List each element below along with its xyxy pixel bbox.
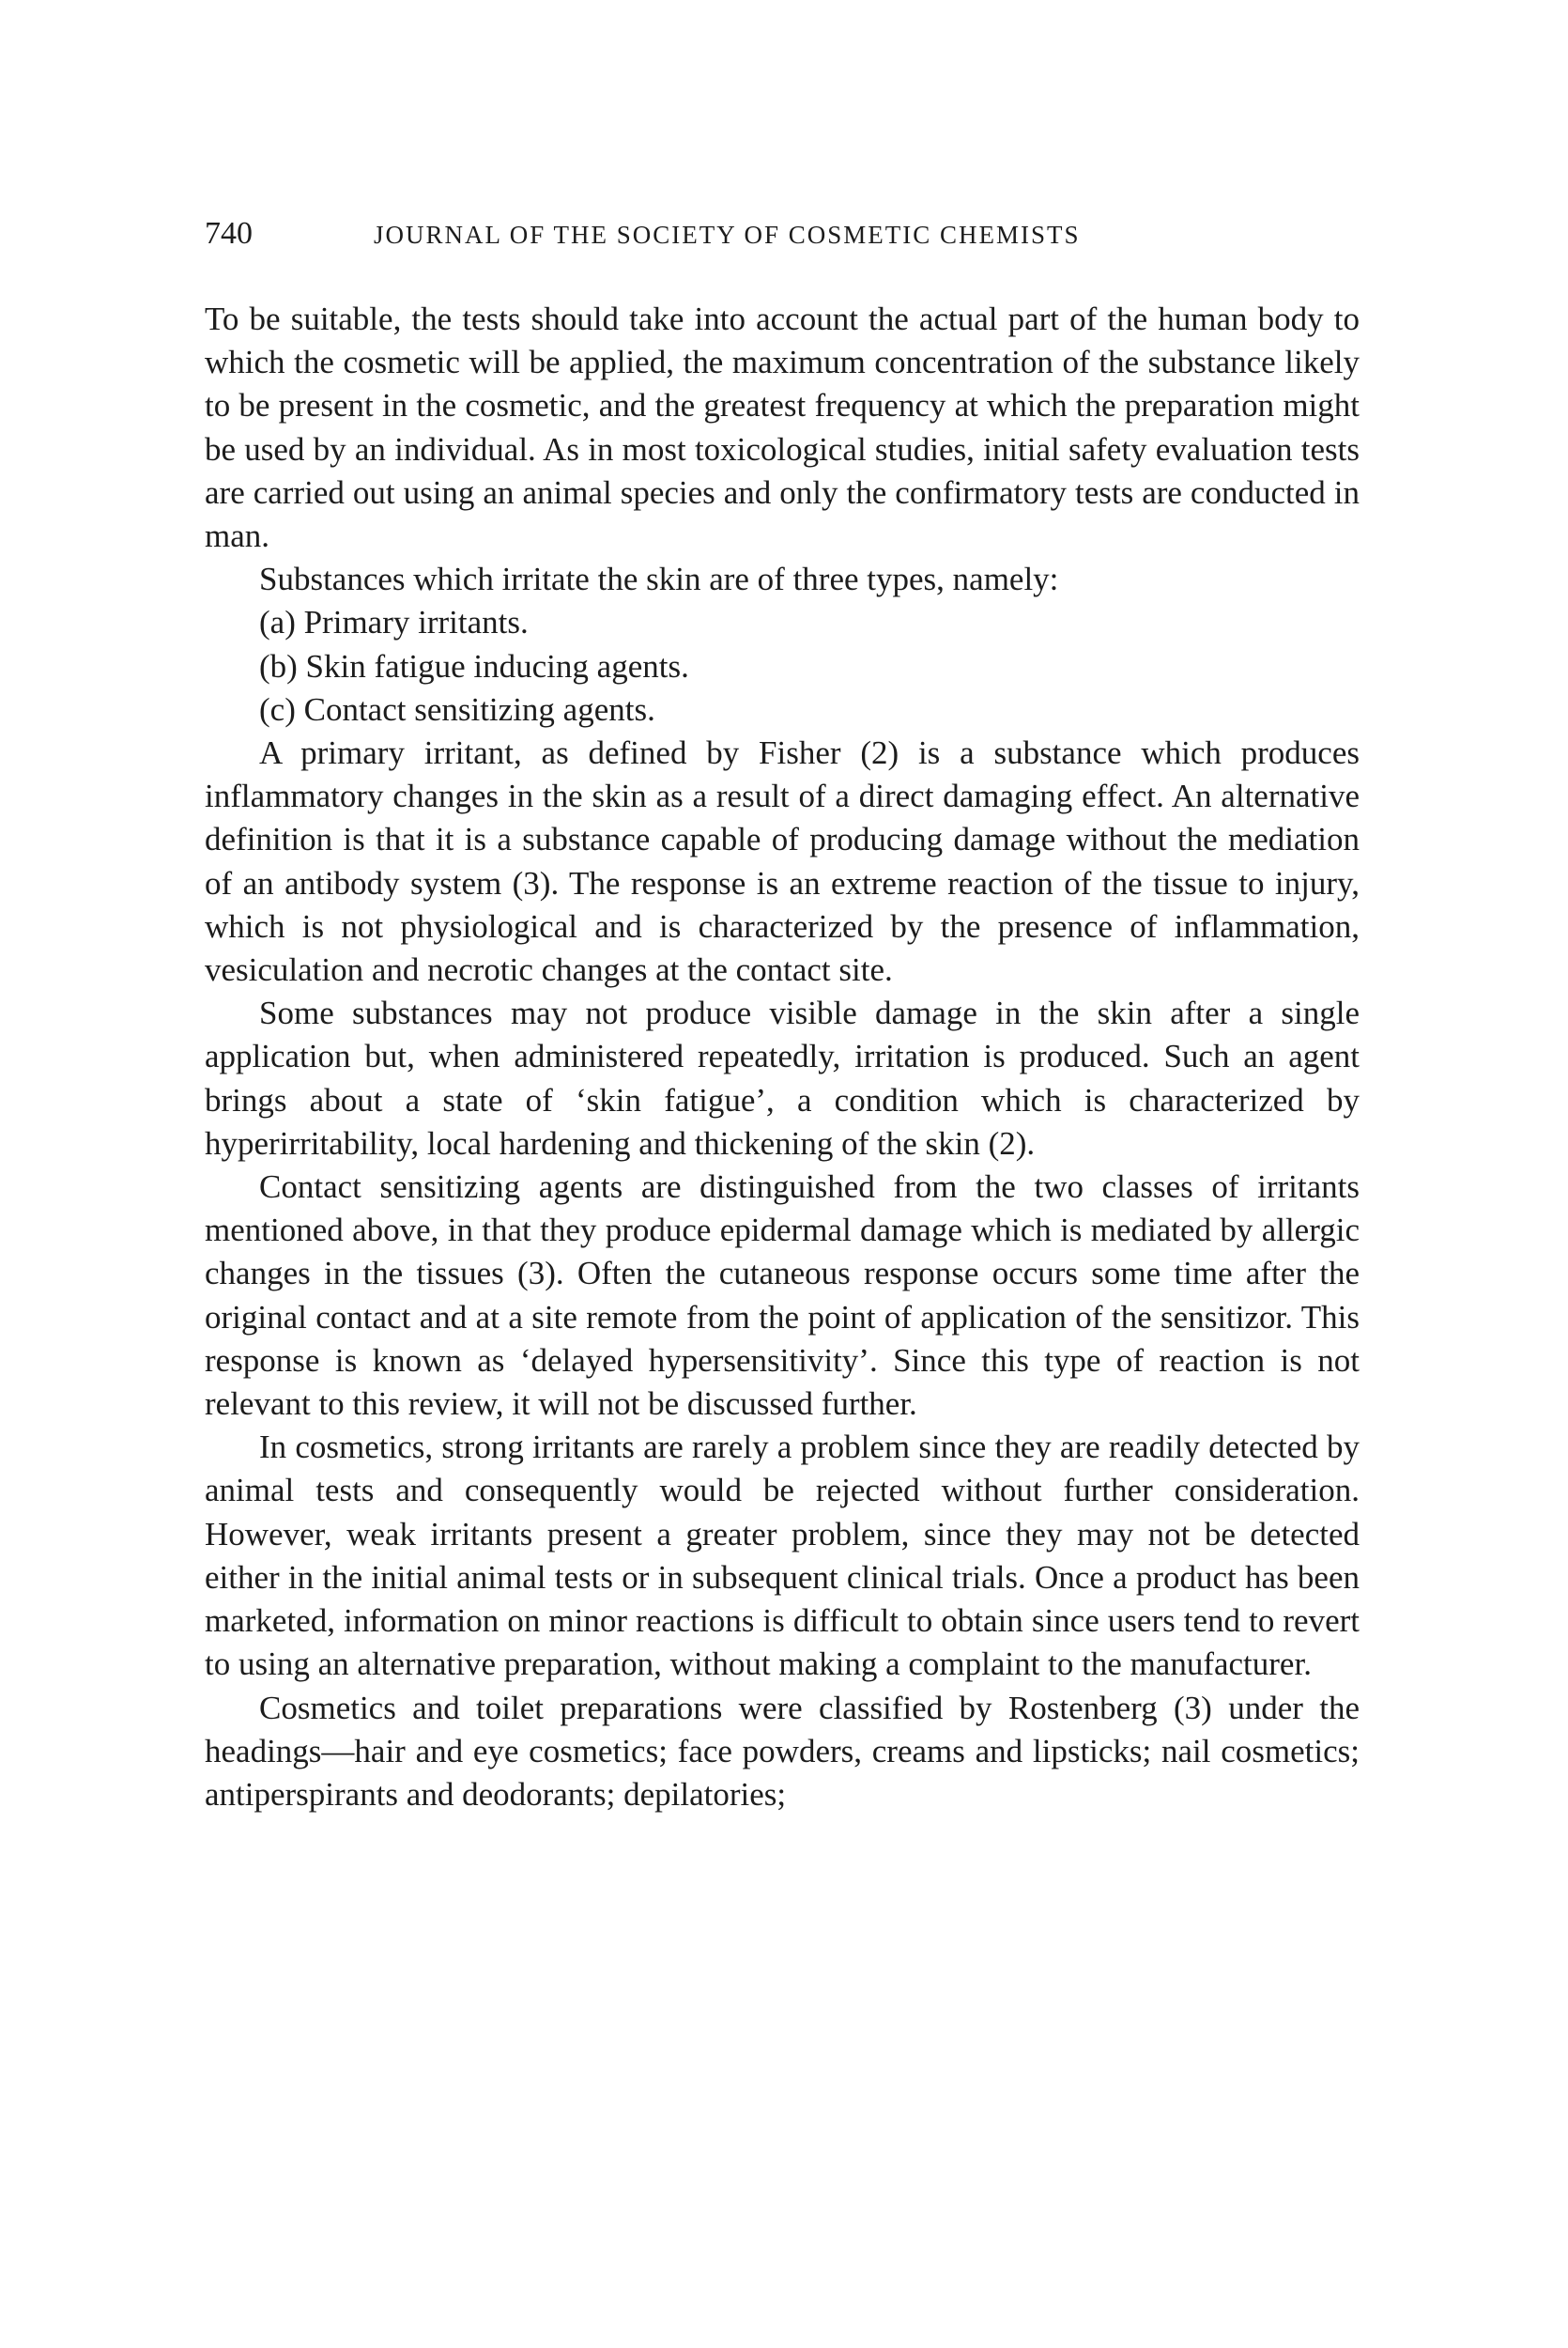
- paragraph-contact-sensitizing: Contact sensitizing agents are distinguished from the two classes of irritants mentioned above, in that they produce epidermal damage which is mediated by allergic changes in the tissues (3). Often the cutaneous response occurs some time after the original contact and at a site remote from the point of application of the sensitizor. This response is known as ‘delayed hypersensitivity’. Since this type of reaction is not relevant to this review, it will not be discussed further.: [205, 1168, 1360, 1423]
- paragraph-primary-irritant: A primary irritant, as defined by Fisher (2) is a substance which produces inflammatory changes in the skin as a result of a direct damaging effect. An alternative definition is that it is a substance capable of producing damage without the mediation of an antibody system (3). The response is an extreme reaction of the tissue to injury, which is not physiological and is characterized by the presence of inflammation, vesiculation and necrotic changes at the contact site.: [205, 734, 1360, 989]
- paragraph-classification: Cosmetics and toilet preparations were classified by Rostenberg (3) under the headings—hair and eye cosmetics; face powders, creams and lipsticks; nail cosmetics; antiperspirants and deodorants; depilatories;: [205, 1689, 1360, 1813]
- article-body: [205, 298, 1360, 1816]
- list-item-contact-sensitizing: (c) Contact sensitizing agents.: [259, 690, 655, 728]
- paragraph-irritant-types: Substances which irritate the skin are of three types, namely:: [259, 561, 1059, 598]
- running-head: [205, 210, 1360, 257]
- list-item-primary-irritants: (a) Primary irritants.: [259, 604, 529, 641]
- journal-title: JOURNAL OF THE SOCIETY OF COSMETIC CHEMISTS: [374, 221, 1081, 249]
- paragraph-test-suitability: To be suitable, the tests should take into account the actual part of the human body to which the cosmetic will be applied, the maximum concentration of the substance likely to be present in the cosmetic, and the greatest frequency at which the preparation might be used by an individual. As in most toxicological studies, initial safety evaluation tests are carried out using an animal species and only the confirmatory tests are conducted in man.: [205, 301, 1360, 555]
- paragraph-skin-fatigue: Some substances may not produce visible damage in the skin after a single application but, when administered repeatedly, irritation is produced. Such an agent brings about a state of ‘skin fatigue’, a condition which is characterized by hyperirritability, local hardening and thickening of the skin (2).: [205, 995, 1360, 1162]
- page-number: 740: [205, 216, 253, 251]
- paragraph-weak-irritants: In cosmetics, strong irritants are rarely a problem since they are readily detected by animal tests and consequently would be rejected without further consideration. However, weak irritants present a greater problem, since they may not be detected either in the initial animal tests or in subsequent clinical trials. Once a product has been marketed, information on minor reactions is difficult to obtain since users tend to revert to using an alternative preparation, without making a complaint to the manufacturer.: [205, 1429, 1360, 1683]
- list-item-skin-fatigue: (b) Skin fatigue inducing agents.: [259, 647, 689, 685]
